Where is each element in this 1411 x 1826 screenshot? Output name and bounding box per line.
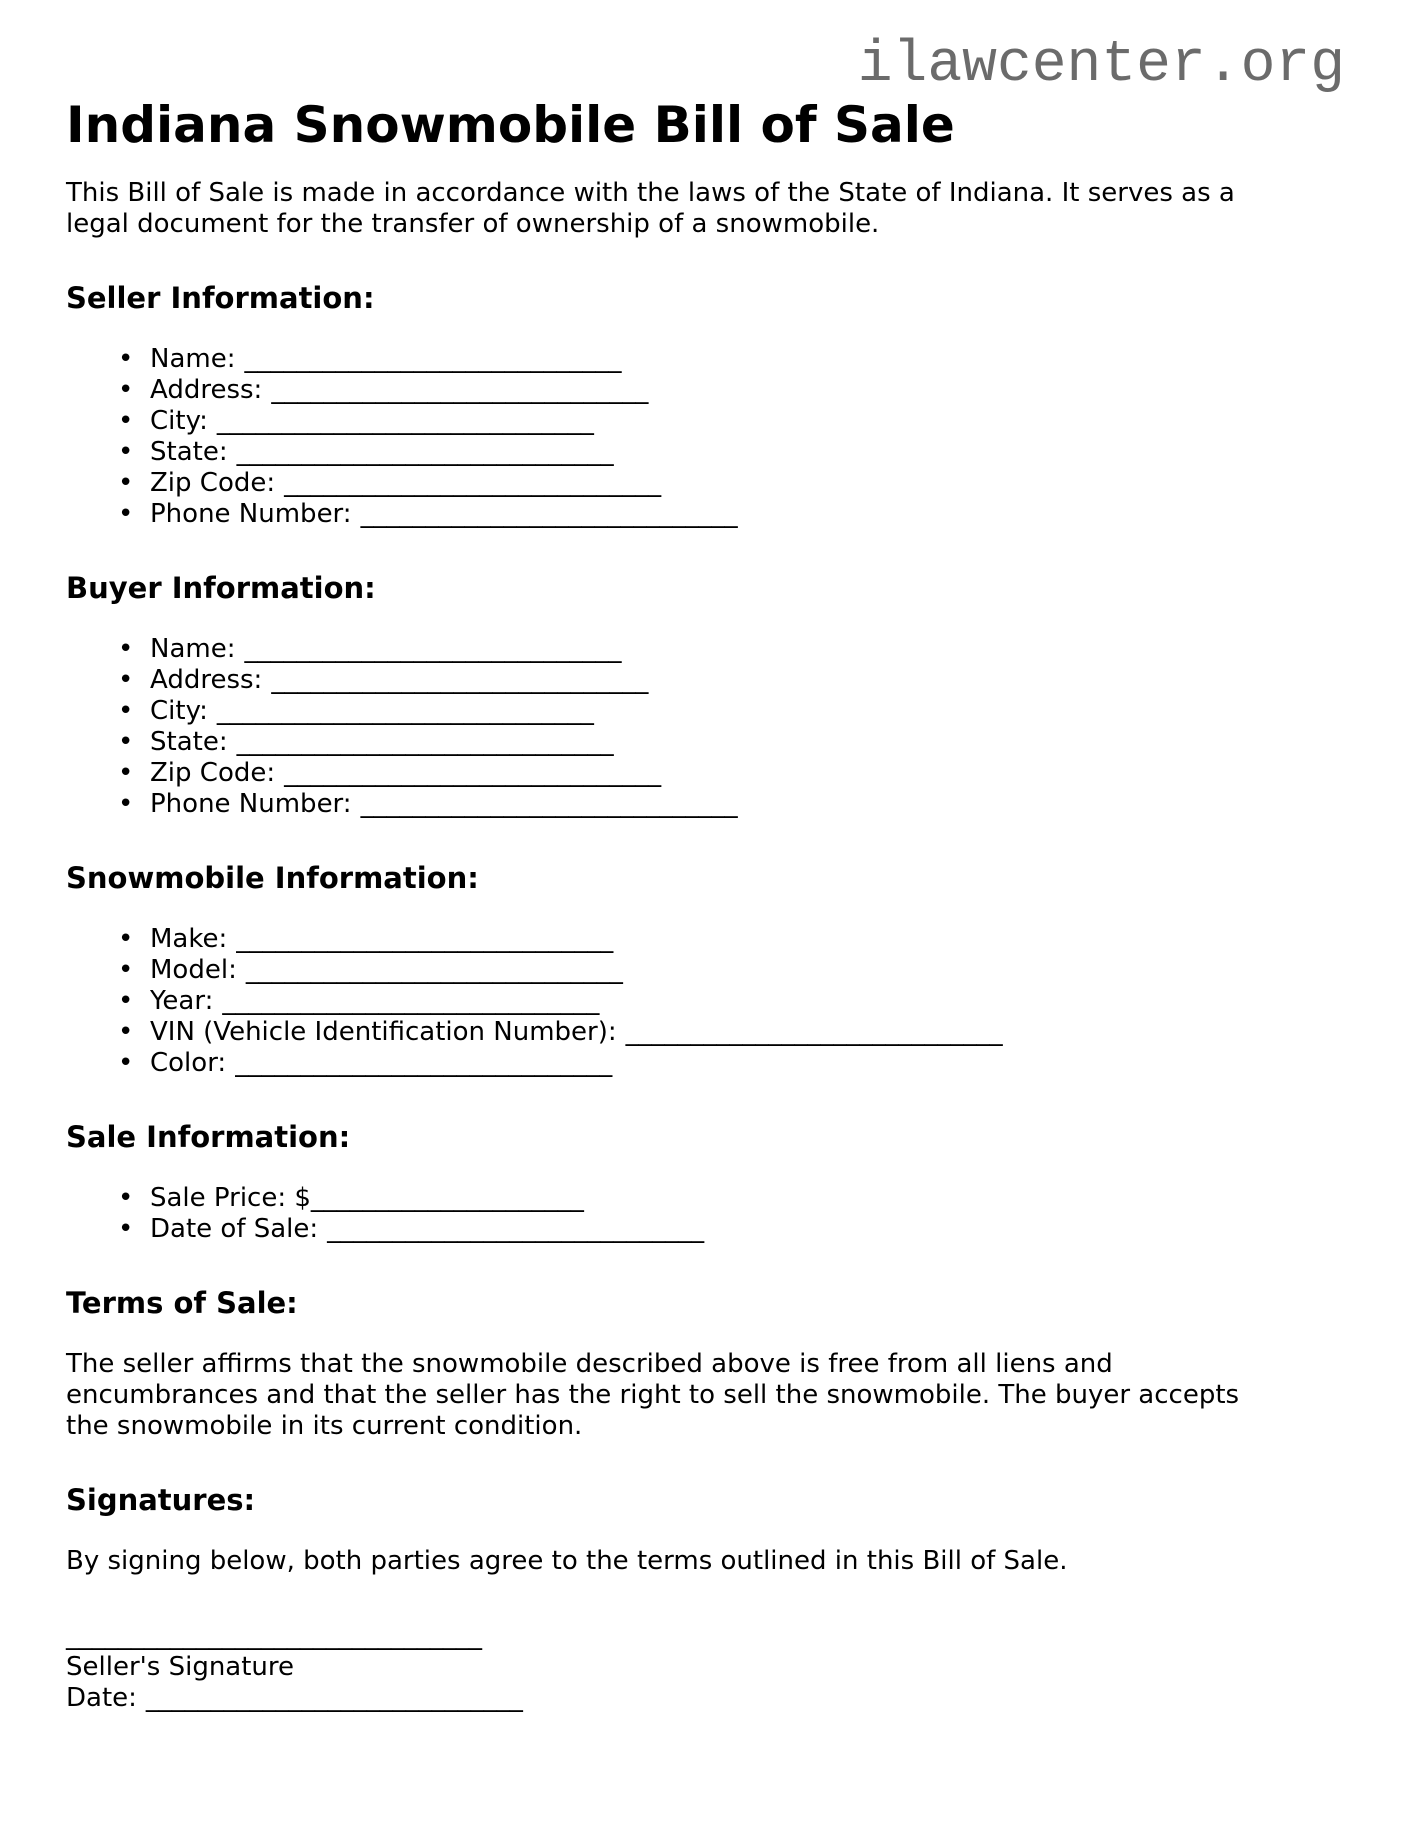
terms-line-3: the snowmobile in its current condition. (66, 1411, 583, 1441)
field-blank-line: _____________________________ (271, 665, 649, 695)
field-seller-name (66, 344, 1345, 375)
field-buyer-state (66, 727, 1345, 758)
signatures-paragraph: By signing below, both parties agree to the terms outlined in this Bill of Sale. (66, 1546, 1068, 1576)
field-label: City: (150, 406, 208, 436)
buyer-fields-list (66, 634, 1345, 820)
field-label: Phone Number: (150, 789, 352, 819)
field-label: Phone Number: (150, 499, 352, 529)
section-heading-signatures: Signatures: (66, 1483, 256, 1517)
field-blank-line: _____________________________ (216, 696, 594, 726)
field-seller-state (66, 437, 1345, 468)
section-heading-terms: Terms of Sale: (66, 1286, 298, 1320)
field-seller-zip (66, 468, 1345, 499)
section-heading-buyer: Buyer Information: (66, 571, 376, 605)
field-label: Model: (150, 955, 237, 985)
field-label: Name: (150, 344, 236, 374)
field-label: Date: (66, 1683, 137, 1713)
field-blank-line: _____________________________ (625, 1017, 1003, 1047)
field-label: State: (150, 437, 228, 467)
section-heading-sale: Sale Information: (66, 1120, 351, 1154)
field-label: State: (150, 727, 228, 757)
field-buyer-city (66, 696, 1345, 727)
page-title: Indiana Snowmobile Bill of Sale (66, 96, 955, 154)
field-seller-city (66, 406, 1345, 437)
field-blank-line: _____________________________ (284, 758, 662, 788)
field-sale-price (66, 1183, 1345, 1214)
field-label: Make: (150, 924, 228, 954)
field-blank-line: _____________________________ (244, 634, 622, 664)
field-blank-line: _____________________________ (236, 924, 614, 954)
field-blank-line: _____________________________ (327, 1214, 705, 1244)
field-label: Address: (150, 665, 263, 695)
field-snowmobile-model (66, 955, 1345, 986)
field-blank-line: _____________________________ (145, 1683, 523, 1713)
field-snowmobile-make (66, 924, 1345, 955)
field-seller-phone (66, 499, 1345, 530)
section-heading-seller: Seller Information: (66, 281, 375, 315)
field-snowmobile-vin (66, 1017, 1345, 1048)
field-label: Color: (150, 1048, 227, 1078)
field-buyer-name (66, 634, 1345, 665)
intro-line-1: This Bill of Sale is made in accordance with the laws of the State of Indiana. It serves as a (66, 178, 1235, 208)
field-blank-line: _____________________________ (236, 727, 614, 757)
signature-block (66, 1621, 1345, 1714)
field-label: Address: (150, 375, 263, 405)
field-label: Name: (150, 634, 236, 664)
field-label: Year: (150, 986, 214, 1016)
site-logo: ilawcenter.org (857, 33, 1345, 98)
field-label: Date of Sale: (150, 1214, 319, 1244)
field-blank-line: _____________________________ (360, 789, 738, 819)
field-blank-line: _____________________________ (244, 344, 622, 374)
sale-fields-list (66, 1183, 1345, 1245)
field-blank-line: _____________________________ (284, 468, 662, 498)
field-label: Sale Price: $ (150, 1183, 311, 1213)
seller-signature-caption: Seller's Signature (66, 1652, 295, 1682)
field-buyer-phone (66, 789, 1345, 820)
section-heading-snowmobile: Snowmobile Information: (66, 861, 479, 895)
field-sale-date (66, 1214, 1345, 1245)
field-label: City: (150, 696, 208, 726)
field-seller-address (66, 375, 1345, 406)
seller-signature-line: ________________________________ (66, 1621, 482, 1651)
field-blank-line: _____________________________ (235, 1048, 613, 1078)
field-blank-line: _____________________________ (222, 986, 600, 1016)
field-blank-line: _____________________________ (245, 955, 623, 985)
field-snowmobile-color (66, 1048, 1345, 1079)
intro-line-2: legal document for the transfer of ownership of a snowmobile. (66, 209, 880, 239)
snowmobile-fields-list (66, 924, 1345, 1079)
terms-line-1: The seller affirms that the snowmobile described above is free from all liens and (66, 1349, 1113, 1379)
field-blank-line: _____________________________ (236, 437, 614, 467)
terms-paragraph (66, 1349, 1345, 1442)
field-blank-line: _____________________________ (360, 499, 738, 529)
field-blank-line: _____________________________ (216, 406, 594, 436)
field-buyer-address (66, 665, 1345, 696)
signature-date-row (66, 1683, 1345, 1714)
field-blank-line: _____________________ (310, 1183, 584, 1213)
field-label: VIN (Vehicle Identification Number): (150, 1017, 617, 1047)
field-buyer-zip (66, 758, 1345, 789)
intro-paragraph (66, 178, 1345, 240)
seller-fields-list (66, 344, 1345, 530)
terms-line-2: encumbrances and that the seller has the right to sell the snowmobile. The buyer accepts (66, 1380, 1240, 1410)
field-blank-line: _____________________________ (271, 375, 649, 405)
field-label: Zip Code: (150, 758, 276, 788)
field-label: Zip Code: (150, 468, 276, 498)
field-snowmobile-year (66, 986, 1345, 1017)
